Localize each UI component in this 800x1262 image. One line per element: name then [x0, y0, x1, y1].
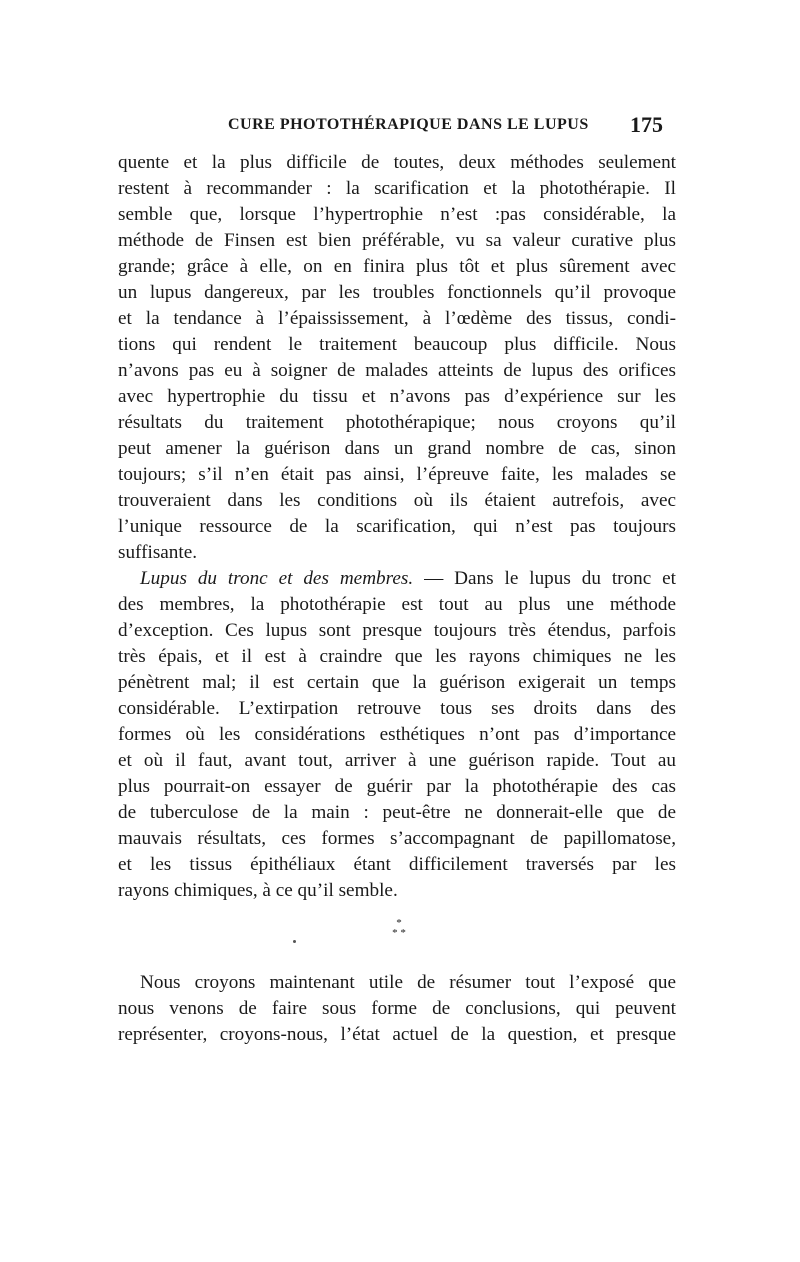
text-line: plus pourrait-on essayer de guérir par la photothérapie des cas: [118, 776, 676, 797]
text-line: avec hypertrophie du tissu et n’avons pas d’expérience sur les: [118, 386, 676, 407]
text-line: semble que, lorsque l’hypertrophie n’est :pas considérable, la: [118, 204, 676, 225]
paragraph-first-line: [140, 566, 676, 592]
text-line: quente et la plus difficile de toutes, deux méthodes seulement: [118, 152, 676, 173]
text-line: des membres, la photothérapie est tout au plus une méthode: [118, 594, 676, 615]
text-line: l’unique ressource de la scarification, qui n’est pas toujours: [118, 516, 676, 537]
text-line: suffisante.: [118, 542, 198, 563]
text-line: Nous croyons maintenant utile de résumer tout l’exposé que: [140, 972, 676, 993]
text-line: représenter, croyons-nous, l’état actuel de la question, et presque: [118, 1024, 676, 1045]
text-line: pénètrent mal; il est certain que la guérison exigerait un temps: [118, 672, 676, 693]
running-head: CURE PHOTOTHÉRAPIQUE DANS LE LUPUS: [228, 116, 589, 133]
text-line: trouveraient dans les conditions où ils étaient autrefois, avec: [118, 490, 676, 511]
text-line: d’exception. Ces lupus sont presque toujours très étendus, parfois: [118, 620, 676, 641]
text-line: et les tissus épithéliaux étant difficilement traversés par les: [118, 854, 676, 875]
text-line: restent à recommander : la scarification et la photothérapie. Il: [118, 178, 676, 199]
text-line: et la tendance à l’épaississement, à l’œdème des tissus, condi-: [118, 308, 676, 329]
text-line: méthode de Finsen est bien préférable, vu sa valeur curative plus: [118, 230, 676, 251]
text-span: — Dans le lupus du tronc et: [413, 568, 676, 589]
text-line: de tuberculose de la main : peut-être ne donnerait-elle que de: [118, 802, 676, 823]
text-line: mauvais résultats, ces formes s’accompagnant de papillomatose,: [118, 828, 676, 849]
text-line: un lupus dangereux, par les troubles fonctionnels qu’il provoque: [118, 282, 676, 303]
text-line: toujours; s’il n’en était pas ainsi, l’épreuve faite, les malades se: [118, 464, 676, 485]
text-line: grande; grâce à elle, on en finira plus tôt et plus sûrement avec: [118, 256, 676, 277]
page-number: 175: [630, 112, 663, 137]
text-line: nous venons de faire sous forme de conclusions, qui peuvent: [118, 998, 676, 1019]
text-line: très épais, et il est à craindre que les rayons chimiques ne les: [118, 646, 676, 667]
text-line: formes où les considérations esthétiques n’ont pas d’importance: [118, 724, 676, 745]
asterism-top: *: [396, 917, 402, 929]
print-speck: [293, 940, 296, 943]
text-line: peut amener la guérison dans un grand nombre de cas, sinon: [118, 438, 676, 459]
text-line: considérable. L’extirpation retrouve tous ses droits dans des: [118, 698, 676, 719]
text-line: n’avons pas eu à soigner de malades atteints de lupus des orifices: [118, 360, 676, 381]
asterism-separator: [384, 918, 414, 938]
section-heading: Lupus du tronc et des membres.: [140, 568, 414, 589]
text-line: et où il faut, avant tout, arriver à une guérison rapide. Tout au: [118, 750, 676, 771]
text-line: rayons chimiques, à ce qu’il semble.: [118, 880, 398, 901]
text-line: tions qui rendent le traitement beaucoup plus difficile. Nous: [118, 334, 676, 355]
asterism-bottom: * *: [392, 927, 406, 939]
text-line: résultats du traitement photothérapique; nous croyons qu’il: [118, 412, 676, 433]
